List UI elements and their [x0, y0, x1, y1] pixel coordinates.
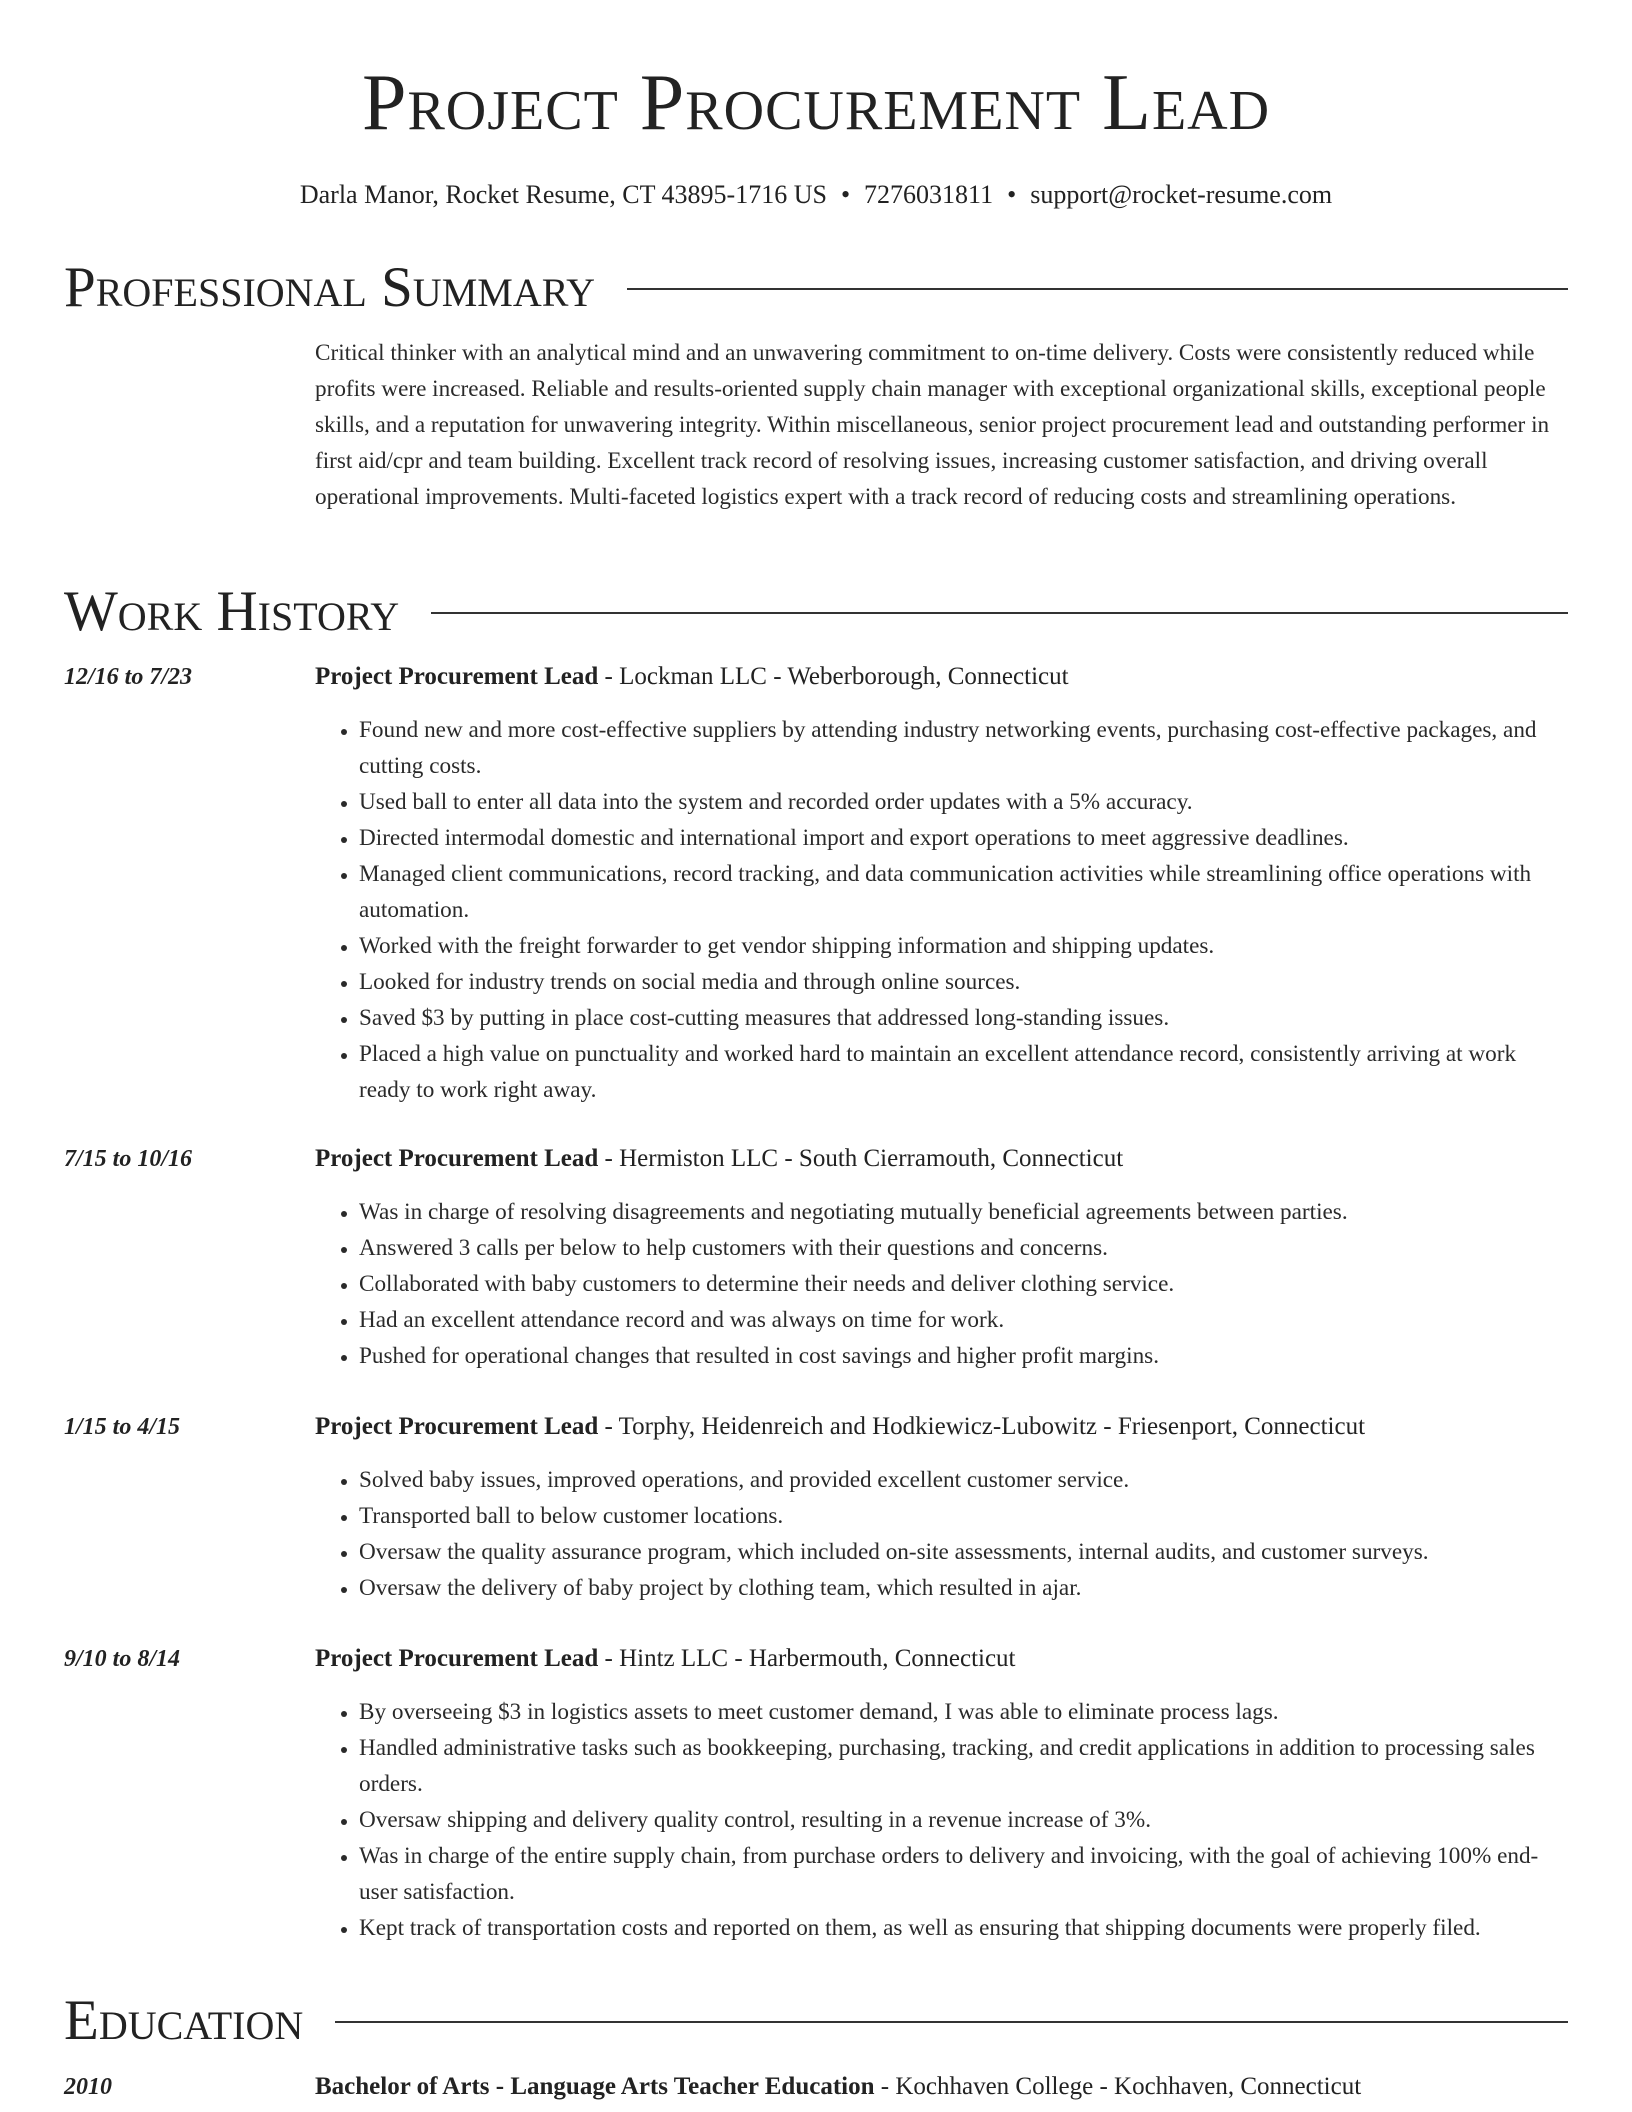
job-dates: 7/15 to 10/16	[64, 1146, 193, 1172]
education-title-line	[315, 2070, 1570, 2104]
education-degree: Bachelor of Arts - Language Arts Teacher Education	[315, 2073, 875, 2100]
section-header-education	[64, 1989, 1568, 2052]
education-year: 2010	[64, 2074, 112, 2100]
summary-text: Critical thinker with an analytical mind and an unwavering commitment to on-time delivery. Costs were consistently reduced while profits were increased. Reliable and results-oriented supply chain manager with exceptional organizational skills, exceptional people skills, and a reputation for unwavering integrity. Within miscellaneous, senior project procurement lead and outstanding performer in first aid/cpr and team building. Excellent track record of resolving issues, increasing customer satisfaction, and driving overall operational improvements. Multi-faceted logistics expert with a track record of reducing costs and streamlining operations.	[315, 340, 1550, 510]
job-title-line	[315, 1142, 1570, 1176]
job-bullet: • Oversaw the delivery of baby project by clothing team, which resulted in ajar.	[359, 1570, 1570, 1606]
job-bullet: • Pushed for operational changes that resulted in cost savings and higher profit margins.	[359, 1338, 1570, 1374]
education-school: - Kochhaven College - Kochhaven, Connecticut	[874, 2073, 1362, 2100]
job-bullet: • Was in charge of resolving disagreements and negotiating mutually beneficial agreements between parties.	[359, 1194, 1570, 1230]
job-entry	[64, 660, 1570, 1108]
job-bullet: • Managed client communications, record tracking, and data communication activities while streamlining office operations with automation.	[359, 856, 1570, 928]
job-bullet: • Solved baby issues, improved operations, and provided excellent customer service.	[359, 1462, 1570, 1498]
job-bullet: • Directed intermodal domestic and international import and export operations to meet aggressive deadlines.	[359, 820, 1570, 856]
job-bullets	[315, 1194, 1570, 1374]
job-bullet: • Oversaw shipping and delivery quality control, resulting in a revenue increase of 3%.	[359, 1802, 1570, 1838]
job-employer: - Lockman LLC - Weberborough, Connecticut	[598, 663, 1069, 690]
job-bullet: • Worked with the freight forwarder to get vendor shipping information and shipping updates.	[359, 928, 1570, 964]
job-title: Project Procurement Lead	[315, 1645, 599, 1672]
contact-separator: •	[1007, 180, 1017, 209]
job-title-line	[315, 1410, 1570, 1444]
job-bullet: • Answered 3 calls per below to help customers with their questions and concerns.	[359, 1230, 1570, 1266]
job-bullet: • Oversaw the quality assurance program, which included on-site assessments, internal audits, and customer surveys.	[359, 1534, 1570, 1570]
job-bullet: • Looked for industry trends on social media and through online sources.	[359, 964, 1570, 1000]
contact-address: Darla Manor, Rocket Resume, CT 43895-1716 US	[299, 180, 827, 209]
job-bullet: • Was in charge of the entire supply chain, from purchase orders to delivery and invoicing, with the goal of achieving 100% end-user satisfaction.	[359, 1838, 1570, 1910]
job-bullet: • Collaborated with baby customers to determine their needs and deliver clothing service.	[359, 1266, 1570, 1302]
job-title-line	[315, 1642, 1570, 1676]
job-bullets	[315, 712, 1570, 1108]
contact-email: support@rocket-resume.com	[1030, 180, 1333, 209]
job-bullet: • Placed a high value on punctuality and worked hard to maintain an excellent attendance record, consistently arriving at work ready to work right away.	[359, 1036, 1570, 1108]
resume-title: Project Procurement Lead	[361, 59, 1271, 147]
section-divider	[335, 2021, 1568, 2023]
job-bullet: • Used ball to enter all data into the system and recorded order updates with a 5% accuracy.	[359, 784, 1570, 820]
job-title-line	[315, 660, 1570, 694]
job-bullets	[315, 1462, 1570, 1606]
contact-phone: 7276031811	[864, 180, 994, 209]
job-bullet: • By overseeing $3 in logistics assets to meet customer demand, I was able to eliminate process lags.	[359, 1694, 1570, 1730]
job-employer: - Hermiston LLC - South Cierramouth, Connecticut	[598, 1145, 1124, 1172]
job-bullet: • Had an excellent attendance record and was always on time for work.	[359, 1302, 1570, 1338]
job-entry	[64, 1142, 1570, 1374]
job-bullet: • Transported ball to below customer locations.	[359, 1498, 1570, 1534]
job-employer: - Torphy, Heidenreich and Hodkiewicz-Lubowitz - Friesenport, Connecticut	[598, 1413, 1366, 1440]
job-dates: 1/15 to 4/15	[64, 1414, 181, 1440]
education-entry	[64, 2070, 1570, 2104]
section-heading-summary: Professional Summary	[64, 256, 596, 319]
job-bullet: • Found new and more cost-effective suppliers by attending industry networking events, purchasing cost-effective packages, and cutting costs.	[359, 712, 1570, 784]
job-dates: 9/10 to 8/14	[64, 1646, 181, 1672]
job-title: Project Procurement Lead	[315, 1145, 599, 1172]
job-employer: - Hintz LLC - Harbermouth, Connecticut	[598, 1645, 1016, 1672]
job-bullet: • Saved $3 by putting in place cost-cutting measures that addressed long-standing issues.	[359, 1000, 1570, 1036]
job-bullet: • Handled administrative tasks such as bookkeeping, purchasing, tracking, and credit applications in addition to processing sales orders.	[359, 1730, 1570, 1802]
job-bullets	[315, 1694, 1570, 1946]
job-title: Project Procurement Lead	[315, 1413, 599, 1440]
section-divider	[627, 288, 1568, 290]
section-heading-education: Education	[64, 1989, 304, 2052]
section-divider	[431, 612, 1568, 614]
section-header-summary	[64, 256, 1568, 319]
section-heading-work-history: Work History	[64, 580, 400, 643]
contact-separator: •	[840, 180, 851, 209]
job-dates: 12/16 to 7/23	[64, 664, 193, 690]
contact-line	[0, 180, 1632, 210]
job-entry	[64, 1642, 1570, 1946]
job-title: Project Procurement Lead	[315, 663, 599, 690]
section-header-work-history	[64, 580, 1568, 643]
job-bullet: • Kept track of transportation costs and reported on them, as well as ensuring that shipping documents were properly filed.	[359, 1910, 1570, 1946]
job-entry	[64, 1410, 1570, 1606]
